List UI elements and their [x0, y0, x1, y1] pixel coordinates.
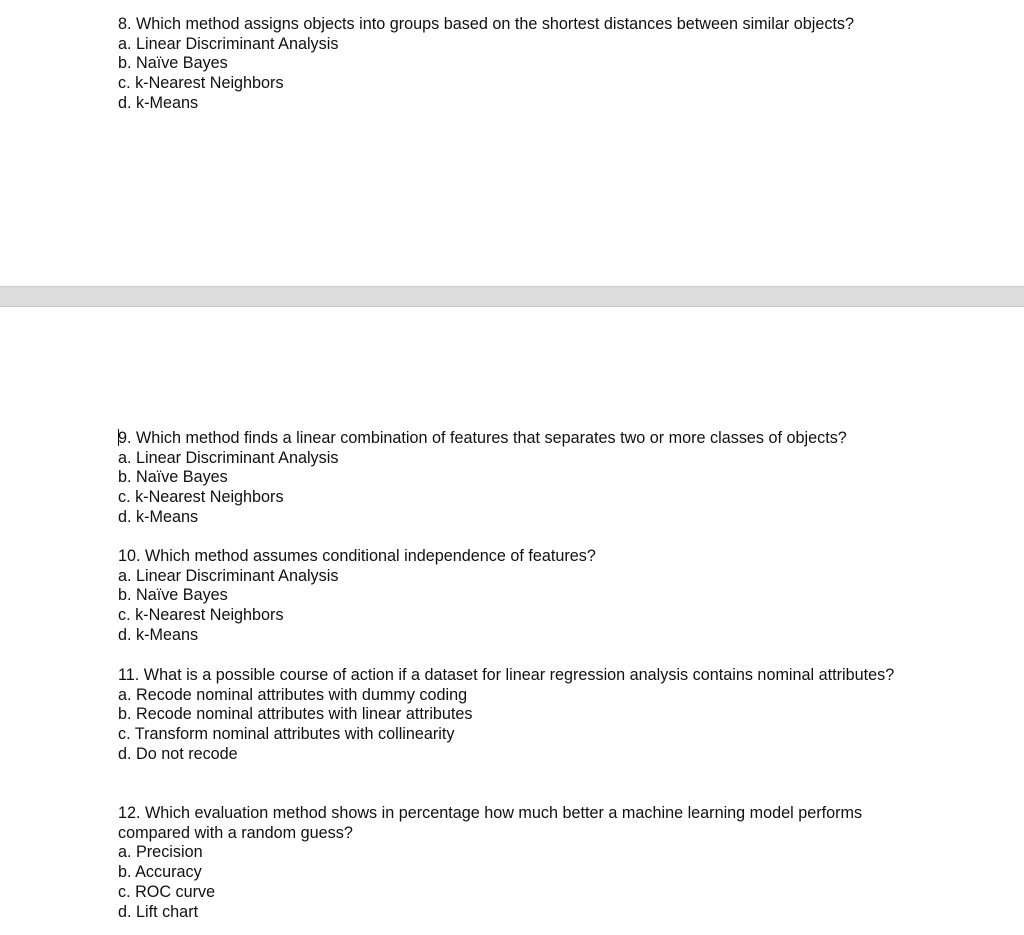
option-d: d. Do not recode: [118, 744, 238, 763]
question-text: [118, 429, 918, 449]
question-11: [118, 666, 918, 765]
option-c: c. k-Nearest Neighbors: [118, 488, 284, 507]
option-a: a. Recode nominal attributes with dummy coding: [118, 685, 468, 704]
option-d: d. k-Means: [118, 93, 199, 112]
option-a: a. Linear Discriminant Analysis: [118, 34, 339, 53]
question-12: [118, 804, 918, 922]
question-text: 11. What is a possible course of action if a dataset for linear regression analysis contains nominal attributes?: [118, 666, 895, 684]
question-text: 10. Which method assumes conditional independence of features?: [118, 547, 596, 565]
option-d: d. k-Means: [118, 507, 199, 526]
option-b: b. Recode nominal attributes with linear attributes: [118, 705, 473, 724]
option-d: d. Lift chart: [118, 902, 199, 921]
question-text-content: 9. Which method finds a linear combination of features that separates two or more classes of objects?: [118, 429, 847, 447]
option-c: c. ROC curve: [118, 882, 216, 901]
option-a: a. Linear Discriminant Analysis: [118, 448, 339, 467]
option-c: c. Transform nominal attributes with collinearity: [118, 725, 455, 744]
question-10: [118, 547, 918, 646]
question-9: [118, 429, 918, 528]
option-b: b. Naïve Bayes: [118, 586, 228, 605]
document-page-bottom[interactable]: [0, 307, 1024, 935]
option-d: d. k-Means: [118, 625, 199, 644]
question-text: 12. Which evaluation method shows in percentage how much better a machine learning model performs compared with a random guess?: [118, 804, 863, 842]
option-b: b. Naïve Bayes: [118, 468, 228, 487]
option-a: a. Precision: [118, 843, 203, 862]
option-c: c. k-Nearest Neighbors: [118, 606, 284, 625]
option-b: b. Naïve Bayes: [118, 54, 228, 73]
question-8: [118, 15, 918, 114]
option-a: a. Linear Discriminant Analysis: [118, 566, 339, 585]
option-b: b. Accuracy: [118, 863, 202, 882]
option-c: c. k-Nearest Neighbors: [118, 74, 284, 93]
question-text: 8. Which method assigns objects into groups based on the shortest distances between similar objects?: [118, 15, 855, 33]
page-separator: [0, 286, 1024, 307]
document-page-top: [0, 0, 1024, 286]
